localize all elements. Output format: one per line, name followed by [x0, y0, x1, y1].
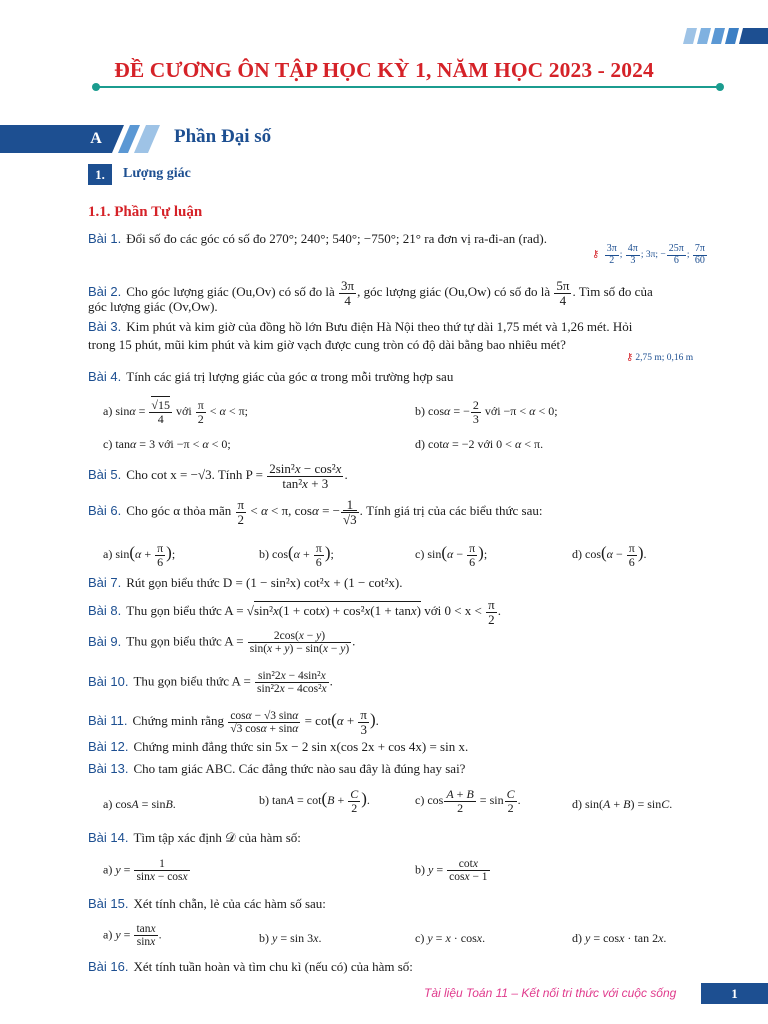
exercise-2-cont: góc lượng giác (Ov,Ow).	[88, 299, 218, 314]
exercise-label: Bài 12.	[88, 739, 129, 754]
exercise-4-a: a) sinα = $\frac{√15}{4}$ với $\frac{\pi}{2}$ < α < π;	[103, 398, 249, 426]
exercise-2: Bài 2. Cho góc lượng giác (Ou,Ov) có số đo là $\frac{3\pi}{4}$ , góc lượng giác (Ou,Ow) có số đo là $\frac{5\pi}{4}$ . Tìm số đo của	[88, 278, 653, 308]
title-underline-dot-left	[92, 83, 100, 91]
exercise-15-b: b) y = sin 3x.	[259, 931, 322, 945]
exercise-label: Bài 7.	[88, 575, 122, 590]
exercise-10: Bài 10. Thu gọn biểu thức A = $\frac{\text{sin²2x − 4sin²x}}{\text{sin²2x − 4cos²x}}$ .	[88, 670, 333, 696]
exercise-14-a: a) y = $\frac{1}{\sin x - \cos x}$	[103, 858, 188, 884]
exercise-label: Bài 4.	[88, 369, 122, 384]
exercise-label: Bài 14.	[88, 830, 129, 845]
page-number: 1	[701, 983, 768, 1004]
exercise-4-d: d) cotα = −2 với 0 < α < π.	[415, 437, 544, 451]
section-letter: A	[90, 130, 102, 147]
exercise-15-d: d) y = cosx · tan 2x.	[572, 931, 667, 945]
exercise-6-d: d) cos(α − $\frac{\pi}{6}$ ).	[572, 541, 647, 569]
exercise-label: Bài 5.	[88, 467, 122, 483]
title-underline-dot-right	[716, 83, 724, 91]
exercise-3: Bài 3. Kim phút và kim giờ của đồng hồ lớn Bưu điện Hà Nội theo thứ tự dài 1,75 mét và 1,26 mét. Hỏi	[88, 319, 633, 334]
exercise-4: Bài 4. Tính các giá trị lượng giác của góc α trong mỗi trường hợp sau	[88, 369, 454, 384]
answer-3: ⚷ 2,75 m; 0,16 m	[626, 352, 694, 363]
exercise-13-d: d) sin(A + B) = sinC.	[572, 797, 673, 811]
exercise-label: Bài 16.	[88, 959, 129, 974]
subsection-title: Lượng giác	[123, 166, 191, 181]
exercise-label: Bài 15.	[88, 896, 129, 911]
exercise-label: Bài 13.	[88, 761, 129, 776]
exercise-16: Bài 16. Xét tính tuần hoàn và tìm chu kì (nếu có) của hàm số:	[88, 959, 413, 974]
exercise-3-cont: trong 15 phút, mũi kim phút và kim giờ vạch được cung tròn có độ dài bằng bao nhiêu mét?	[88, 337, 566, 352]
exercise-label: Bài 2.	[88, 284, 122, 300]
exercise-13: Bài 13. Cho tam giác ABC. Các đẳng thức nào sau đây là đúng hay sai?	[88, 761, 466, 776]
exercise-text: Đổi số đo các góc có số đo 270°; 240°; 540°; −750°; 21° ra đơn vị ra-đi-an (rad).	[126, 231, 547, 246]
exercise-15-c: c) y = x · cosx.	[415, 931, 486, 945]
exercise-label: Bài 8.	[88, 603, 122, 619]
exercise-6-a: a) sin(α + $\frac{\pi}{6}$ );	[103, 541, 176, 569]
header-stripes-decoration	[683, 28, 768, 44]
exercise-6-c: c) sin(α − $\frac{\pi}{6}$ );	[415, 541, 488, 569]
part-title: 1.1. Phần Tự luận	[88, 204, 203, 220]
exercise-14: Bài 14. Tìm tập xác định 𝒟 của hàm số:	[88, 830, 301, 845]
exercise-13-a: a) cosA = sinB.	[103, 797, 176, 811]
exercise-6: Bài 6. Cho góc α thỏa mãn $\frac{\pi}{2}$ < α < π, cosα = − $\frac{1}{√3}$ . Tính giá trị của các biểu thức sau:	[88, 497, 543, 527]
exercise-4-b: b) cosα = − $\frac{2}{3}$ với −π < α < 0;	[415, 398, 558, 426]
exercise-15: Bài 15. Xét tính chẵn, lẻ của các hàm số sau:	[88, 896, 326, 911]
subsection-number: 1.	[88, 164, 112, 185]
footer-text: Tài liệu Toán 11 – Kết nối tri thức với cuộc sống	[424, 986, 677, 1000]
exercise-label: Bài 10.	[88, 673, 129, 689]
exercise-8: Bài 8. Thu gọn biểu thức A = √sin²x(1 + cotx) + cos²x(1 + tanx) với 0 < x < $\frac{\pi}{2}$ .	[88, 597, 501, 627]
exercise-label: Bài 11.	[88, 713, 128, 729]
key-icon: ⚷	[592, 249, 600, 261]
exercise-12: Bài 12. Chứng minh đẳng thức sin 5x − 2 sin x(cos 2x + cos 4x) = sin x.	[88, 739, 469, 754]
key-icon: ⚷	[626, 352, 634, 363]
exercise-label: Bài 1.	[88, 231, 122, 246]
exercise-9: Bài 9. Thu gọn biểu thức A = $\frac{2\cos(x - y)}{\sin(x + y) - \sin(x - y)}$ .	[88, 630, 356, 656]
exercise-label: Bài 6.	[88, 503, 122, 519]
section-title: Phần Đại số	[174, 126, 272, 147]
exercise-7: Bài 7. Rút gọn biểu thức D = (1 − sin²x) cot²x + (1 − cot²x).	[88, 575, 403, 590]
exercise-14-b: b) y = $\frac{\cot x}{\cos x - 1}$	[415, 858, 488, 884]
answer-1: ⚷ $\frac{3\pi}{2}$ ; $\frac{4\pi}{3}$ ; 3π; − $\frac{25\pi}{6}$ ; $\frac{7\pi}{60}$	[592, 243, 705, 266]
exercise-4-c: c) tanα = 3 với −π < α < 0;	[103, 437, 231, 451]
exercise-label: Bài 3.	[88, 319, 122, 334]
exercise-6-b: b) cos(α + $\frac{\pi}{6}$ );	[259, 541, 334, 569]
page-title: ĐỀ CƯƠNG ÔN TẬP HỌC KỲ 1, NĂM HỌC 2023 - 2024	[114, 58, 654, 82]
exercise-label: Bài 9.	[88, 633, 122, 649]
exercise-11: Bài 11. Chứng minh rằng $\frac{\cos\alpha - √3 \sin\alpha}{√3 \cos\alpha + \sin\alpha}$ = cot(α + $\frac{\pi}{3}$ ).	[88, 707, 379, 737]
exercise-1	[88, 230, 547, 248]
exercise-5: Bài 5. Cho cot x = −√3. Tính P = $\frac{\text{2sin²x − cos²x}}{\text{tan²x + 3}}$ .	[88, 461, 348, 491]
exercise-13-c: c) cos $\frac{A + B}{2}$ = sin $\frac{C}{2}$ .	[415, 787, 521, 815]
exercise-13-b: b) tanA = cot(B + $\frac{C}{2}$ ).	[259, 787, 370, 815]
exercise-15-a: a) y = $\frac{\tan x}{\sin x}$ .	[103, 923, 162, 949]
title-underline	[96, 86, 720, 88]
